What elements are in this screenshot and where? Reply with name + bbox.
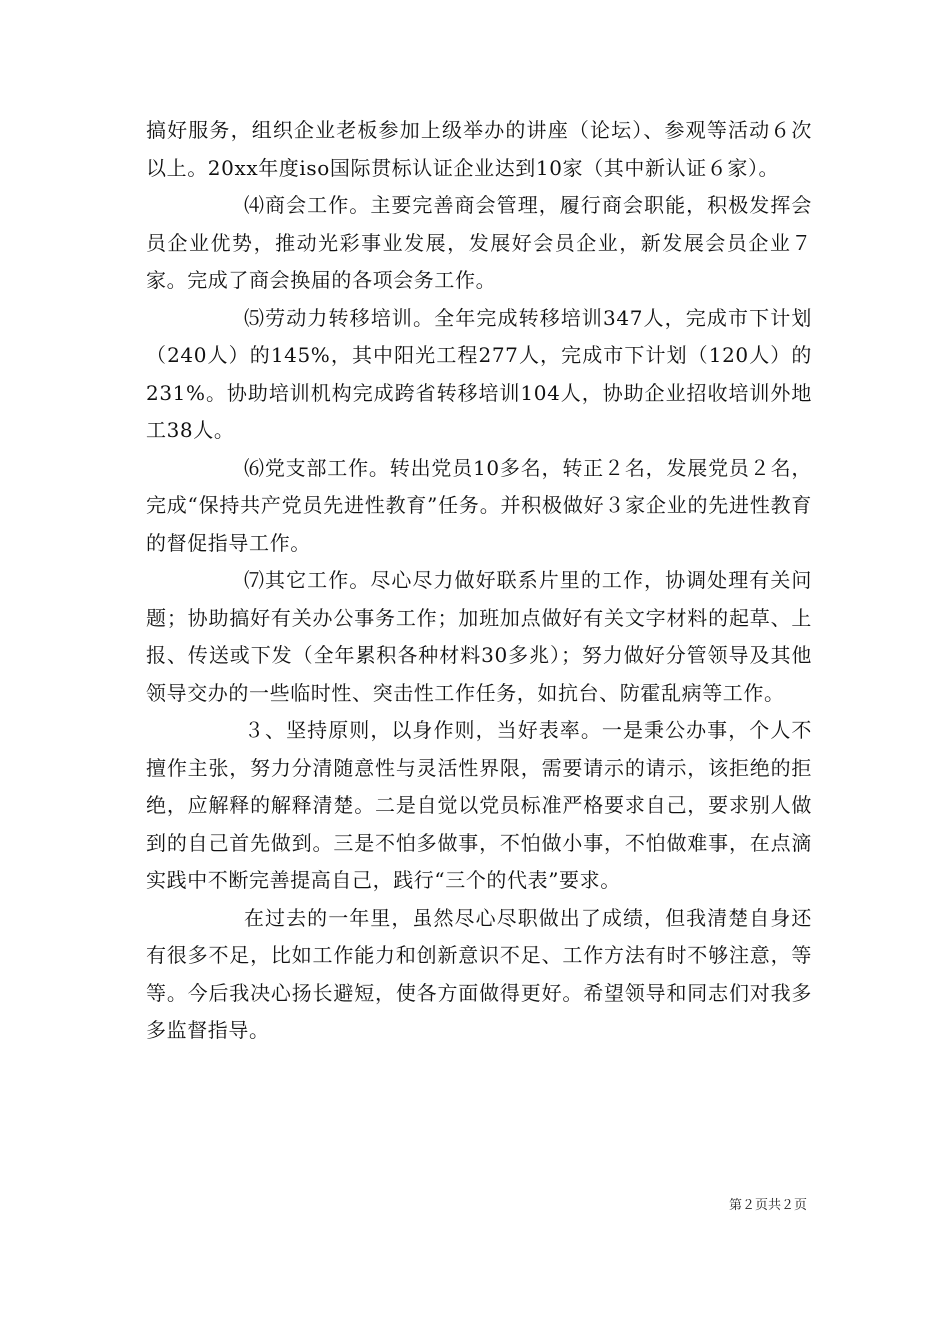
paragraph-party-branch: ⑹党支部工作。转出党员10多名，转正２名，发展党员２名，完成“保持共产党员先进性教育”任务。并积极做好３家企业的先进性教育的督促指导工作。 bbox=[146, 455, 812, 555]
paragraph-chamber-of-commerce: ⑷商会工作。主要完善商会管理，履行商会职能，积极发挥会员企业优势，推动光彩事业发展，发展好会员企业，新发展会员企业７家。完成了商会换届的各项会务工作。 bbox=[146, 193, 812, 292]
document-body bbox=[146, 112, 812, 1050]
page-footer bbox=[0, 1196, 807, 1216]
paragraph-conclusion: 在过去的一年里，虽然尽心尽职做出了成绩，但我清楚自身还有很多不足，比如工作能力和创新意识不足、工作方法有时不够注意，等等。今后我决心扬长避短，使各方面做得更好。希望领导和同志们对我多多监督指导。 bbox=[146, 905, 812, 1042]
paragraph-other-work: ⑺其它工作。尽心尽力做好联系片里的工作，协调处理有关问题；协助搞好有关办公事务工作；加班加点做好有关文字材料的起草、上报、传送或下发（全年累积各种材料30多兆）；努力做好分管领导及其他领导交办的一些临时性、突击性工作任务，如抗台、防霍乱病等工作。 bbox=[146, 568, 812, 705]
paragraph-principles: ３、坚持原则，以身作则，当好表率。一是秉公办事，个人不擅作主张，努力分清随意性与灵活性界限，需要请示的请示，该拒绝的拒绝，应解释的解释清楚。二是自觉以党员标准严格要求自己，要求别人做到的自己首先做到。三是不怕多做事，不怕做小事，不怕做难事，在点滴实践中不断完善提高自己，践行“三个的代表”要求。 bbox=[146, 718, 812, 892]
paragraph-labor-training: ⑸劳动力转移培训。全年完成转移培训347人，完成市下计划（240人）的145%，其中阳光工程277人，完成市下计划（120人）的231%。协助培训机构完成跨省转移培训104人，协助企业招收培训外地工38人。 bbox=[146, 305, 812, 442]
paragraph-continuation: 搞好服务，组织企业老板参加上级举办的讲座（论坛）、参观等活动６次以上。20xx年度iso国际贯标认证企业达到10家（其中新认证６家）。 bbox=[146, 118, 812, 180]
page-number: 第２页共２页 bbox=[728, 1198, 807, 1213]
